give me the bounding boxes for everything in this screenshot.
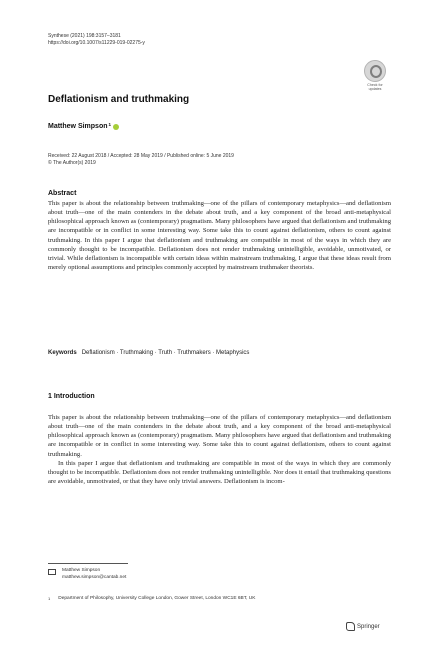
affiliation-footnote bbox=[48, 596, 255, 601]
abstract-heading: Abstract bbox=[48, 190, 77, 197]
contact-name: Matthew Simpson bbox=[62, 568, 101, 573]
publisher-name: Springer bbox=[357, 623, 380, 630]
publisher-logo bbox=[346, 622, 380, 631]
crossmark-label: Check for updates bbox=[367, 83, 383, 91]
affiliation-number: 1 bbox=[48, 596, 51, 601]
crossmark-badge[interactable] bbox=[362, 60, 388, 90]
journal-citation: Synthese (2021) 198:3157–3181 bbox=[48, 33, 121, 39]
corresponding-author bbox=[48, 568, 126, 581]
keywords-line bbox=[48, 350, 249, 356]
abstract-body bbox=[48, 199, 391, 272]
doi-link[interactable]: https://doi.org/10.1007/s11229-019-02275-y bbox=[48, 40, 145, 46]
springer-horse-icon bbox=[346, 622, 355, 631]
author-line bbox=[48, 123, 119, 130]
author-name: Matthew Simpson bbox=[48, 123, 108, 130]
affiliation-mark: 1 bbox=[108, 122, 112, 127]
introduction-body bbox=[48, 413, 391, 486]
affiliation-text: Department of Philosophy, University College London, Gower Street, London WC1E 6BT, UK bbox=[58, 596, 256, 601]
intro-paragraph-1: This paper is about the relationship between truthmaking—one of the pillars of contemporary metaphysics—and deflationism about truth—one of the main contenders in the debate about truth, and a key component of the broad anti-metaphysical philosophical approach known as (contemporary) pragmatism. Many philosophers have argued that deflationism and truthmaking are incompatible or in conflict in some interesting way. Some take this to count against deflationism, others to count against truthmaking. bbox=[48, 414, 391, 458]
copyright-line: © The Author(s) 2019 bbox=[48, 160, 96, 166]
dates-line: Received: 22 August 2018 / Accepted: 28 May 2019 / Published online: 5 June 2019 bbox=[48, 153, 234, 159]
introduction-heading: 1 Introduction bbox=[48, 393, 95, 400]
intro-paragraph-2: In this paper I argue that deflationism and truthmaking are compatible in most of the ways in which they are commonly thought to be incompatible. Deflationism does not render truthmaking unintelligible. Nor does it entail that truthmaking questions are avoidable, unmotivated, or that they have only trivial answers. Deflationism is incom- bbox=[48, 459, 391, 486]
keywords-list: Deflationism · Truthmaking · Truth · Truthmakers · Metaphysics bbox=[81, 350, 250, 356]
crossmark-icon bbox=[364, 60, 386, 82]
publication-dates bbox=[48, 153, 234, 167]
keywords-label: Keywords bbox=[48, 350, 77, 356]
article-title: Deflationism and truthmaking bbox=[48, 94, 190, 105]
abstract-text: This paper is about the relationship between truthmaking—one of the pillars of contemporary metaphysics—and deflationism about truth—one of the main contenders in the debate about truth, and a key component of the broad anti-metaphysical philosophical approach known as (contemporary) pragmatism. Many philosophers have argued that deflationism and truthmaking are incompatible or in conflict in some interesting way. Some take this to count against deflationism, others to count against truthmaking. In this paper I argue that deflationism and truthmaking are compatible in most of the ways in which they are commonly thought to be incompatible. Deflationism does not render truthmaking unintelligible, avoidable, unmotivated, or trivial. While deflationism is incompatible with certain ideas within mainstream truthmaking, I argue that these ideas result from merely optional assumptions and principles commonly accepted by mainstream truthmaker theorists. bbox=[48, 200, 391, 272]
envelope-icon bbox=[48, 569, 56, 575]
footnote-divider bbox=[48, 563, 128, 564]
orcid-icon[interactable] bbox=[113, 124, 119, 130]
contact-email[interactable]: matthew.simpson@cantab.net bbox=[62, 574, 127, 580]
journal-header bbox=[48, 33, 145, 47]
